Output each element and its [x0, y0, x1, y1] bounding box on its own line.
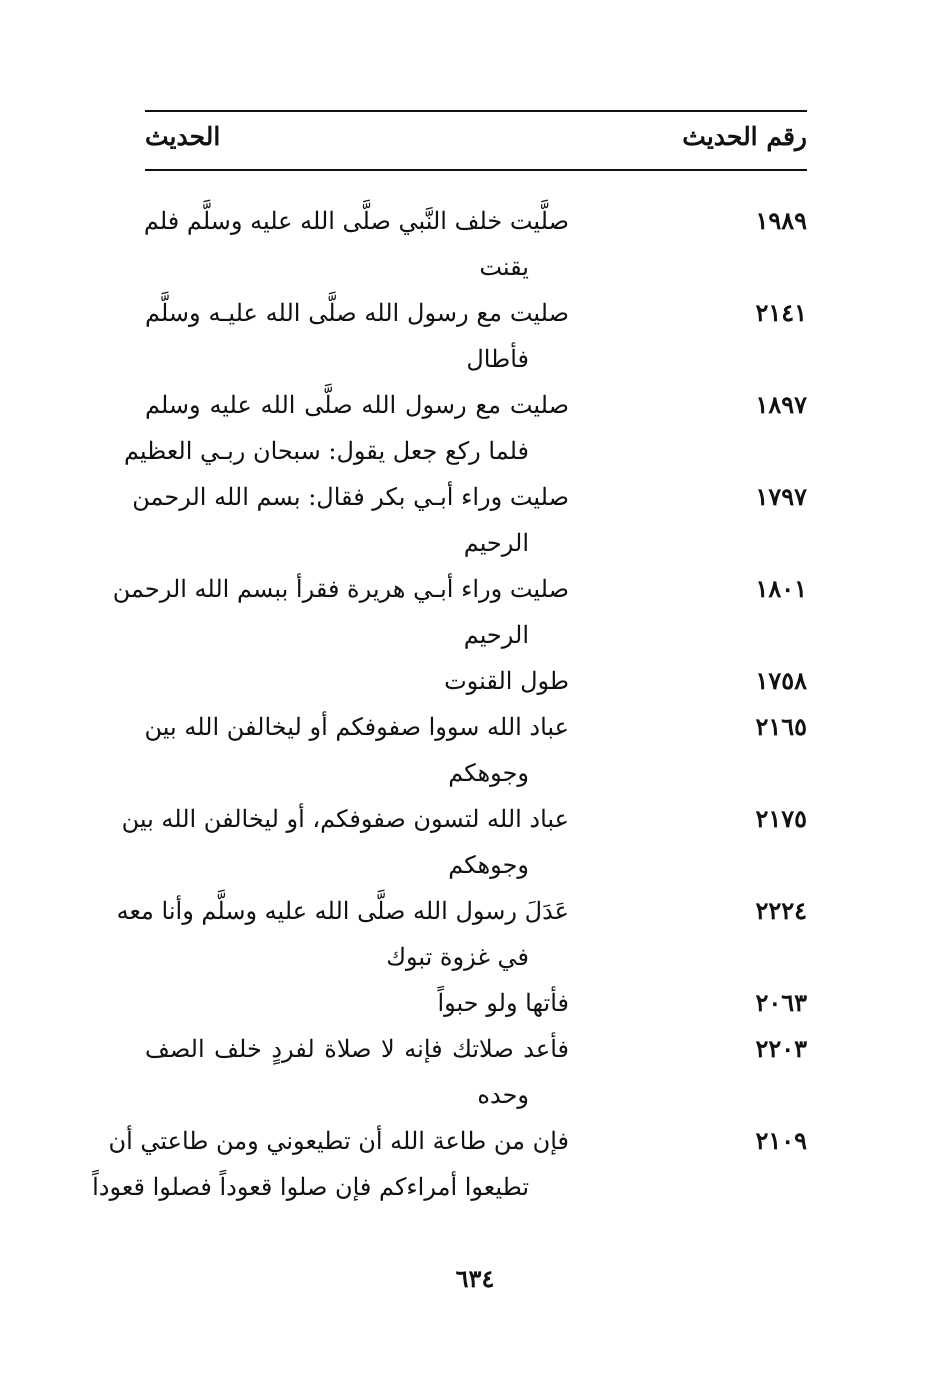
- hadith-text: [92, 1118, 569, 1210]
- hadith-text: [145, 1026, 569, 1118]
- hadith-entry: [92, 1118, 807, 1210]
- hadith-entry: [123, 382, 807, 474]
- hadith-entry: [116, 888, 807, 980]
- hadith-text: [121, 796, 569, 888]
- hadith-number: ١٨٠١: [755, 574, 807, 603]
- hadith-text-line: صلَّيت خلف النَّبي صلَّى الله عليه وسلَّم فلم: [143, 207, 569, 235]
- hadith-text-line: صليت مع رسول الله صلَّى الله عليـه وسلَّم: [145, 299, 569, 327]
- hadith-text-line: الرحيم: [463, 529, 529, 557]
- hadith-text-line: صليت وراء أبـي هريرة فقرأ ببسم الله الرحمن: [112, 575, 569, 603]
- hadith-number: ١٧٩٧: [755, 482, 807, 511]
- hadith-number: ١٩٨٩: [755, 206, 807, 235]
- hadith-entry: [145, 704, 807, 796]
- hadith-number-column-header: رقم الحديث: [682, 122, 807, 151]
- hadith-entry: [145, 658, 807, 704]
- hadith-entry: [145, 290, 807, 382]
- hadith-entry: [132, 474, 807, 566]
- hadith-entry: [145, 980, 807, 1026]
- hadith-entry: [145, 198, 807, 290]
- hadith-text-line: وحده: [477, 1081, 529, 1109]
- hadith-number: ٢١٧٥: [755, 804, 807, 833]
- hadith-text-line: الرحيم: [463, 621, 529, 649]
- hadith-number: ١٨٩٧: [755, 390, 807, 419]
- hadith-text-line: تطيعوا أمراءكم فإن صلوا قعوداً فصلوا قعوداً: [92, 1173, 529, 1201]
- hadith-text-line: وجوهكم: [448, 759, 529, 787]
- hadith-text: [145, 980, 569, 1026]
- page-number: ٦٣٤: [455, 1264, 495, 1293]
- hadith-text: [112, 566, 569, 658]
- hadith-number: ٢١٤١: [755, 298, 807, 327]
- hadith-text-line: في غزوة تبوك: [386, 943, 529, 971]
- hadith-index-list: [92, 198, 807, 1210]
- hadith-text-line: عباد الله سووا صفوفكم أو ليخالفن الله بين: [144, 713, 569, 741]
- hadith-text-line: فأتها ولو حبواً: [437, 989, 569, 1017]
- hadith-text-line: صليت وراء أبـي بكر فقال: بسم الله الرحمن: [132, 483, 569, 511]
- hadith-text-line: طول القنوت: [444, 667, 569, 695]
- header-top-rule: [145, 110, 807, 112]
- hadith-number: ٢٢٢٤: [755, 896, 807, 925]
- hadith-text-line: عباد الله لتسون صفوفكم، أو ليخالفن الله بين: [121, 805, 569, 833]
- hadith-number: ٢١٦٥: [755, 712, 807, 741]
- hadith-text-line: فأطال: [466, 345, 529, 373]
- hadith-text-line: فإن من طاعة الله أن تطيعوني ومن طاعتي أن: [108, 1127, 569, 1155]
- hadith-text-column-header: الحديث: [145, 122, 221, 151]
- hadith-text-line: صليت مع رسول الله صلَّى الله عليه وسلم: [145, 391, 569, 419]
- table-header: [145, 122, 807, 156]
- hadith-text-line: فلما ركع جعل يقول: سبحان ربـي العظيم: [123, 437, 529, 465]
- hadith-text-line: يقنت: [479, 253, 529, 281]
- hadith-number: ٢٢٠٣: [755, 1034, 807, 1063]
- hadith-text: [132, 474, 569, 566]
- hadith-entry: [112, 566, 807, 658]
- hadith-entry: [121, 796, 807, 888]
- hadith-text: [145, 704, 569, 796]
- hadith-text-line: فأعد صلاتك فإنه لا صلاة لفردٍ خلف الصف: [145, 1035, 569, 1063]
- hadith-text: [145, 658, 569, 704]
- hadith-number: ١٧٥٨: [755, 666, 807, 695]
- hadith-text: [123, 382, 569, 474]
- hadith-text: [116, 888, 569, 980]
- header-bottom-rule: [145, 169, 807, 171]
- hadith-number: ٢٠٦٣: [755, 988, 807, 1017]
- hadith-number: ٢١٠٩: [755, 1126, 807, 1155]
- hadith-text: [145, 290, 569, 382]
- hadith-text-line: عَدَلَ رسول الله صلَّى الله عليه وسلَّم وأنا معه: [116, 897, 569, 925]
- hadith-text: [145, 198, 569, 290]
- hadith-text-line: وجوهكم: [448, 851, 529, 879]
- hadith-entry: [145, 1026, 807, 1118]
